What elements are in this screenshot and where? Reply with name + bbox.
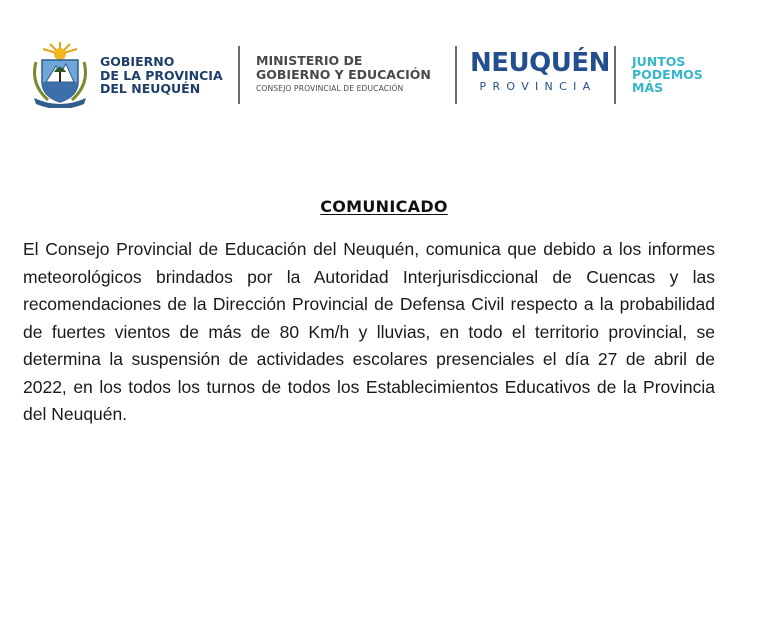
- gobierno-logo-text: [100, 55, 223, 96]
- slogan-line-1: JUNTOS: [632, 54, 686, 69]
- gobierno-line-2: DE LA PROVINCIA: [100, 67, 223, 83]
- slogan-line-3: MÁS: [632, 80, 664, 95]
- provincial-crest-icon: [28, 40, 92, 108]
- header-divider-1: [238, 46, 240, 104]
- consejo-label: CONSEJO PROVINCIAL DE EDUCACIÓN: [256, 84, 404, 93]
- slogan-line-2: PODEMOS: [632, 67, 703, 82]
- header-divider-3: [614, 46, 616, 104]
- gobierno-line-3: DEL NEUQUÉN: [100, 81, 201, 96]
- document-title: COMUNICADO: [320, 197, 448, 216]
- ministerio-logo-text: [256, 54, 431, 93]
- header-divider-2: [455, 46, 457, 104]
- neuquen-wordmark: NEUQUÉN: [470, 48, 610, 78]
- letterhead: [0, 0, 768, 130]
- ministerio-line-2: GOBIERNO Y EDUCACIÓN: [256, 67, 431, 82]
- gobierno-line-1: GOBIERNO: [100, 54, 175, 69]
- provincia-wordmark: PROVINCIA: [479, 80, 597, 93]
- document-body: El Consejo Provincial de Educación del Neuquén, comunica que debido a los informes meteorológicos brindados por la Autoridad Interjurisdiccional de Cuencas y las recomendaciones de la Dirección Provincial de Defensa Civil respecto a la probabilidad de fuertes vientos de más de 80 Km/h y lluvias, en todo el territorio provincial, se determina la suspensión de actividades escolares presenciales el día 27 de abril de 2022, en los todos los turnos de todos los Establecimientos Educativos de la Provincia del Neuquén.: [23, 239, 715, 424]
- ministerio-line-1: MINISTERIO DE: [256, 53, 363, 68]
- slogan-logo-text: [632, 55, 703, 94]
- neuquen-provincia-logo: [470, 48, 610, 93]
